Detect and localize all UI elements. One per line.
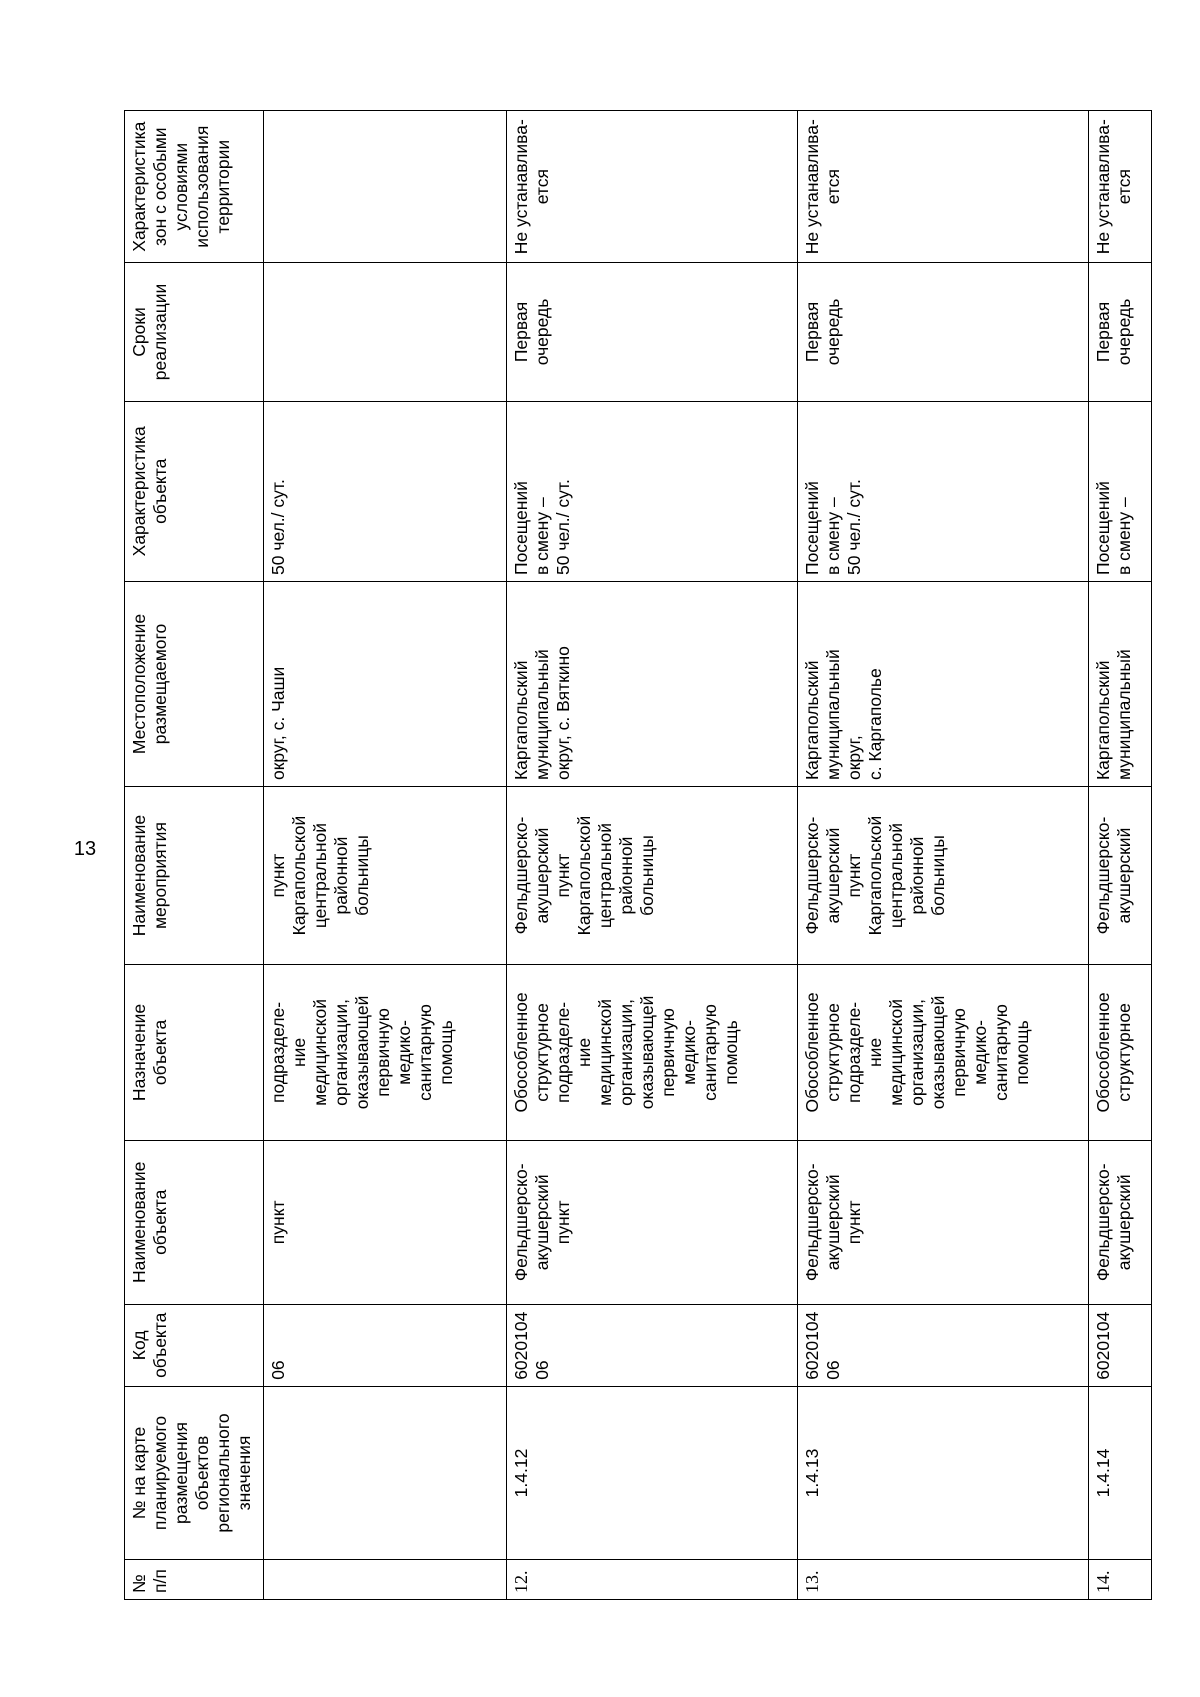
- cell-event-name: Фельдшерско- акушерский пункт Каргапольской центральной районной больницы: [798, 787, 1089, 965]
- cell-map-no: 1.4.12: [507, 1386, 798, 1559]
- cell-zones: [264, 111, 507, 263]
- cell-num: 14.: [1089, 1560, 1152, 1600]
- cell-characteristic: 50 чел./ сут.: [264, 401, 507, 581]
- table-container: [124, 110, 1132, 1600]
- cell-map-no: 1.4.13: [798, 1386, 1089, 1559]
- table-row: [798, 111, 1089, 1600]
- cell-location: округ, с. Чаши: [264, 582, 507, 787]
- cell-event-name: Фельдшерско- акушерский пункт Каргапольской центральной районной больницы: [507, 787, 798, 965]
- cell-num: [264, 1560, 507, 1600]
- table-row: [507, 111, 798, 1600]
- header-map-no: № на карте планируемого размещения объектов регионального значения: [125, 1386, 264, 1559]
- header-zones: Характеристика зон с особыми условиями использования территории: [125, 111, 264, 263]
- rotated-table: [124, 110, 1132, 1600]
- cell-characteristic: Посещений в смену –: [1089, 401, 1152, 581]
- header-terms: Сроки реализации: [125, 263, 264, 401]
- header-code: Код объекта: [125, 1304, 264, 1386]
- cell-terms: Первая очередь: [1089, 263, 1152, 401]
- cell-code: 06: [264, 1304, 507, 1386]
- cell-event-name: пункт Каргапольской центральной районной больницы: [264, 787, 507, 965]
- cell-event-name: Фельдшерско- акушерский: [1089, 787, 1152, 965]
- cell-location: Каргапольский муниципальный округ, с. Каргаполье: [798, 582, 1089, 787]
- cell-object-name: Фельдшерско- акушерский пункт: [507, 1140, 798, 1304]
- cell-code: 6020104 06: [798, 1304, 1089, 1386]
- cell-characteristic: Посещений в смену – 50 чел./ сут.: [507, 401, 798, 581]
- header-object-name: Наименование объекта: [125, 1140, 264, 1304]
- header-purpose: Назначение объекта: [125, 965, 264, 1141]
- cell-location: Каргапольский муниципальный округ, с. Вяткино: [507, 582, 798, 787]
- header-num: № п/п: [125, 1560, 264, 1600]
- header-location: Местоположение размещаемого: [125, 582, 264, 787]
- cell-location: Каргапольский муниципальный: [1089, 582, 1152, 787]
- table-row: [1089, 111, 1152, 1600]
- cell-code: 6020104 06: [507, 1304, 798, 1386]
- cell-object-name: Фельдшерско- акушерский пункт: [798, 1140, 1089, 1304]
- cell-purpose: подразделе- ние медицинской организации, оказывающей первичную медико- санитарную помощь: [264, 965, 507, 1141]
- cell-num: 13.: [798, 1560, 1089, 1600]
- cell-zones: Не устанавлива- ется: [1089, 111, 1152, 263]
- cell-terms: Первая очередь: [798, 263, 1089, 401]
- cell-terms: Первая очередь: [507, 263, 798, 401]
- cell-purpose: Обособленное структурное подразделе- ние медицинской организации, оказывающей первичную медико- санитарную помощь: [798, 965, 1089, 1141]
- cell-map-no: 1.4.14: [1089, 1386, 1152, 1559]
- cell-zones: Не устанавлива- ется: [798, 111, 1089, 263]
- cell-code: 6020104: [1089, 1304, 1152, 1386]
- header-characteristic: Характеристика объекта: [125, 401, 264, 581]
- table-row: [264, 111, 507, 1600]
- cell-purpose: Обособленное структурное: [1089, 965, 1152, 1141]
- objects-table: [124, 110, 1152, 1600]
- cell-num: 12.: [507, 1560, 798, 1600]
- cell-zones: Не устанавлива- ется: [507, 111, 798, 263]
- header-event-name: Наименование мероприятия: [125, 787, 264, 965]
- table-header-row: [125, 111, 264, 1600]
- cell-map-no: [264, 1386, 507, 1559]
- cell-purpose: Обособленное структурное подразделе- ние медицинской организации, оказывающей первичную медико- санитарную помощь: [507, 965, 798, 1141]
- cell-object-name: пункт: [264, 1140, 507, 1304]
- cell-terms: [264, 263, 507, 401]
- cell-characteristic: Посещений в смену – 50 чел./ сут.: [798, 401, 1089, 581]
- cell-object-name: Фельдшерско- акушерский: [1089, 1140, 1152, 1304]
- page-number: 13: [73, 838, 97, 860]
